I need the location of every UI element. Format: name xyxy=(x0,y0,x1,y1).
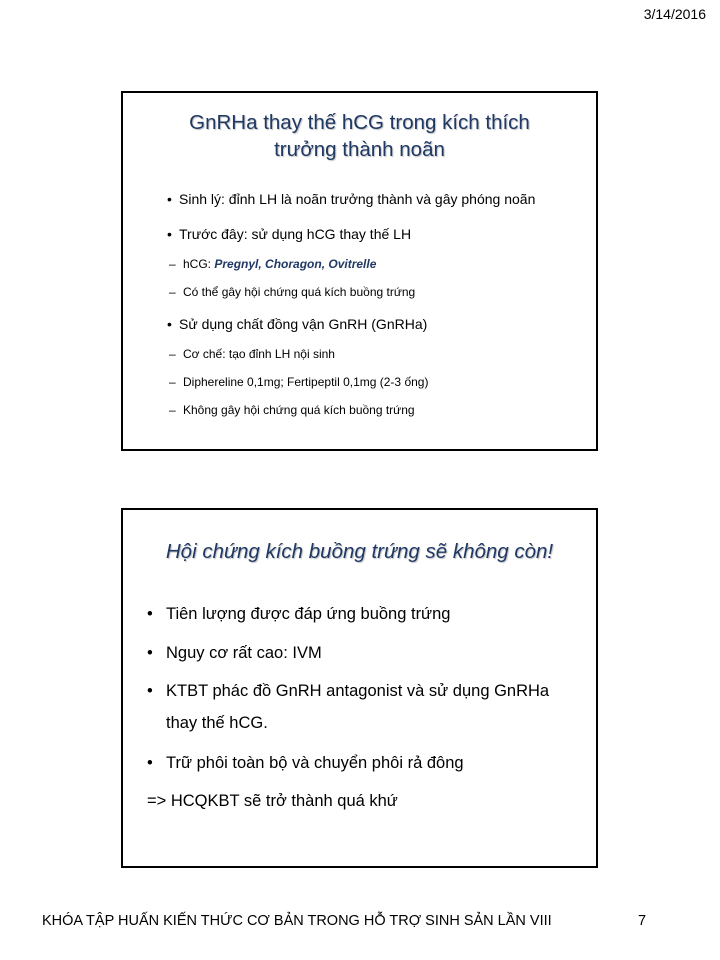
hcg-brand-names: Pregnyl, Choragon, Ovitrelle xyxy=(214,257,377,271)
slide-1-bullet: • Sử dụng chất đồng vận GnRH (GnRHa) xyxy=(167,316,428,332)
slide-1-bullet: • Trước đây: sử dụng hCG thay thế LH xyxy=(167,226,412,242)
dash-marker: – xyxy=(169,347,176,361)
slide-1-title-line-1: GnRHa thay thế hCG trong kích thích xyxy=(189,111,530,134)
slide-2-bullet: • Nguy cơ rất cao: IVM xyxy=(147,644,322,662)
slide-date: 3/14/2016 xyxy=(643,6,706,22)
slide-2-conclusion: => HCQKBT sẽ trở thành quá khứ xyxy=(147,792,398,810)
slide-2-bullet: • Trữ phôi toàn bộ và chuyển phôi rả đông xyxy=(147,754,464,772)
slide-1-sub-item: – Có thể gây hội chứng quá kích buồng trứng xyxy=(169,285,416,299)
slide-1-sub-item: – Diphereline 0,1mg; Fertipeptil 0,1mg (2-3 ống) xyxy=(169,375,429,389)
slide-1-sub-item: – Cơ chế: tạo đỉnh LH nội sinh xyxy=(169,347,335,361)
bullet-dot: • xyxy=(167,316,172,332)
slide-2 xyxy=(121,508,598,868)
bullet-dot: • xyxy=(167,226,172,242)
footer-course-title: KHÓA TẬP HUẤN KIẾN THỨC CƠ BẢN TRONG HỖ TRỢ SINH SẢN LẦN VIII xyxy=(42,913,552,929)
bullet-dot: • xyxy=(167,191,172,207)
slide-2-bullet: • KTBT phác đồ GnRH antagonist và sử dụng GnRHa xyxy=(147,682,550,700)
slide-2-bullet: • Tiên lượng được đáp ứng buồng trứng xyxy=(147,605,451,623)
dash-marker: – xyxy=(169,285,176,299)
slide-1 xyxy=(121,91,598,451)
bullet-dot: • xyxy=(147,682,153,700)
slide-1-bullet: • Sinh lý: đỉnh LH là noãn trưởng thành và gây phóng noãn xyxy=(167,191,536,207)
dash-marker: – xyxy=(169,257,176,271)
dash-marker: – xyxy=(169,403,176,417)
bullet-dot: • xyxy=(147,754,153,772)
bullet-dot: • xyxy=(147,605,153,623)
dash-marker: – xyxy=(169,375,176,389)
slide-1-title-line-2: trưởng thành noãn xyxy=(274,138,445,161)
slide-2-title: Hội chứng kích buồng trứng sẽ không còn! xyxy=(165,540,554,563)
bullet-dot: • xyxy=(147,644,153,662)
page-number: 7 xyxy=(638,913,647,929)
slide-1-title xyxy=(123,109,596,163)
slide-1-sub-item: – hCG: Pregnyl, Choragon, Ovitrelle xyxy=(169,257,377,271)
slide-2-bullet-continuation: thay thế hCG. xyxy=(166,714,268,732)
slide-1-sub-item: – Không gây hội chứng quá kích buồng trứng xyxy=(169,403,415,417)
